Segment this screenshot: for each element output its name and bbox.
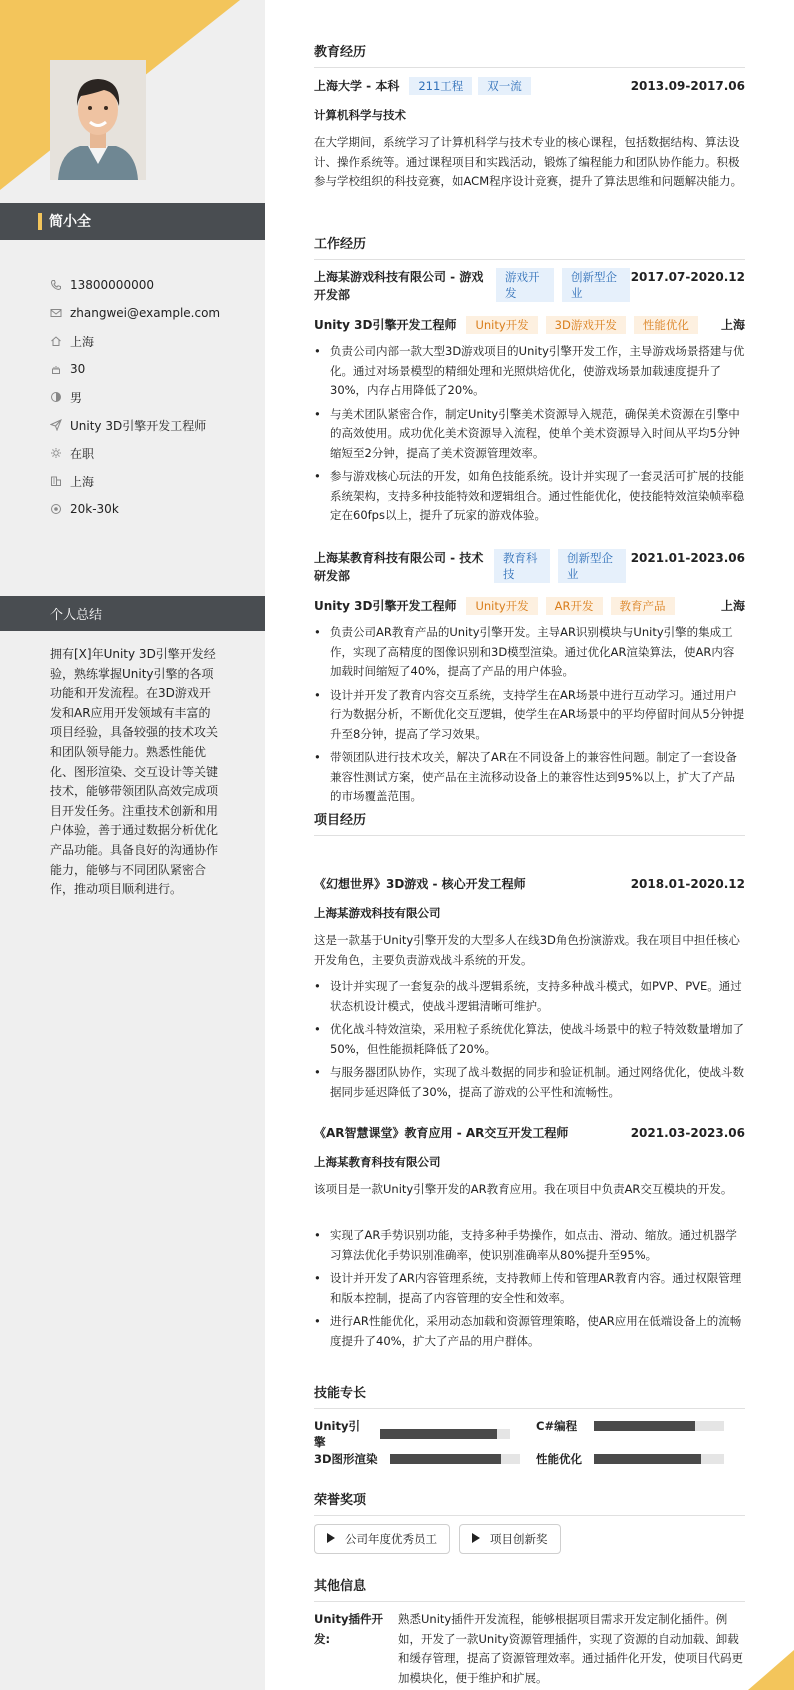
- send-icon: [50, 419, 62, 431]
- contact-position-text: Unity 3D引擎开发工程师: [70, 418, 207, 433]
- project-bullet: • 优化战斗特效渲染，采用粒子系统优化算法，使战斗场景中的粒子特效数量增加了50%，但性能损耗降低了20%。: [314, 1020, 745, 1059]
- job-header: [314, 549, 745, 585]
- skill-bar-fill: [594, 1454, 701, 1464]
- job-bullet: • 负责公司内部一款大型3D游戏项目的Unity引擎开发工作，主导游戏场景搭建与优化。通过对场景模型的精细处理和光照烘焙优化，使游戏场景加载速度提升了30%，内存占用降低了20%。: [314, 342, 745, 401]
- job-bullet: • 负责公司AR教育产品的Unity引擎开发。主导AR识别模块与Unity引擎的集成工作，实现了高精度的图像识别和3D模型渲染。通过优化AR渲染算法，使AR内容加载时间缩短了40%，提高了产品的用户体验。: [314, 623, 745, 682]
- job-tag: 教育科技: [494, 549, 550, 583]
- project-desc: 这是一款基于Unity引擎开发的大型多人在线3D角色扮演游戏。我在项目中担任核心开发角色，主要负责游戏战斗系统的开发。: [314, 933, 740, 967]
- award-chip: [459, 1524, 561, 1554]
- job-tag: 创新型企业: [562, 268, 630, 302]
- contact-age: [50, 355, 220, 383]
- contact-email-text: zhangwei@example.com: [70, 306, 221, 320]
- play-icon: [327, 1532, 335, 1546]
- job-bullets: [314, 342, 745, 530]
- contact-city: [50, 327, 220, 355]
- contact-position: [50, 411, 220, 439]
- skill-bar: [380, 1429, 510, 1439]
- mail-icon: [50, 307, 62, 319]
- job-position-row: [314, 597, 745, 615]
- job-location: 上海: [720, 599, 745, 613]
- job-location: 上海: [720, 318, 745, 332]
- corner-decoration-bottom: [748, 1650, 794, 1690]
- project-name: 《幻想世界》3D游戏 - 核心开发工程师: [314, 877, 526, 891]
- project-date: 2018.01-2020.12: [630, 877, 745, 891]
- job-bullets: [314, 623, 745, 811]
- job-position: Unity 3D引擎开发工程师: [314, 599, 457, 613]
- award-name: 项目创新奖: [490, 1532, 548, 1546]
- award-chip: [314, 1524, 450, 1554]
- contact-status: [50, 439, 220, 467]
- phone-icon: [50, 279, 62, 291]
- avatar: [50, 60, 146, 180]
- job-company: 上海某教育科技有限公司 - 技术研发部: [314, 551, 484, 583]
- education-school: 上海大学 - 本科: [314, 79, 400, 93]
- project-bullets: [314, 1226, 745, 1355]
- skill-name: 3D图形渲染: [314, 1452, 378, 1466]
- contact-email: [50, 299, 220, 327]
- other-text: 熟悉Unity插件开发流程，能够根据项目需求开发定制化插件。例如，开发了一款Unity资源管理插件，实现了资源的自动加载、卸载和缓存管理，提高了资源管理效率。通过插件化开发，使项目代码更加模块化，便于维护和扩展。: [398, 1612, 743, 1685]
- play-icon: [472, 1532, 480, 1546]
- skills-title: 技能专长: [314, 1382, 745, 1409]
- project-bullet: • 设计并实现了一套复杂的战斗逻辑系统，支持多种战斗模式，如PVP、PVE。通过状态机设计模式，使战斗逻辑清晰可维护。: [314, 977, 745, 1016]
- job-date: 2017.07-2020.12: [630, 270, 745, 284]
- skill-bar-fill: [380, 1429, 497, 1439]
- other-title: 其他信息: [314, 1575, 745, 1602]
- project-company: 上海某教育科技有限公司: [314, 1155, 441, 1169]
- job-tag: 创新型企业: [558, 549, 626, 583]
- age-icon: [50, 363, 62, 375]
- skill-name: C#编程: [536, 1419, 578, 1433]
- project-bullets: [314, 977, 745, 1106]
- contact-status-text: 在职: [70, 446, 95, 461]
- summary-text: 拥有[X]年Unity 3D引擎开发经验，熟练掌握Unity引擎的各项功能和开发流程。在3D游戏开发和AR应用开发领域有丰富的项目经验，具备较强的技术攻关和团队领导能力。熟悉性能优化、图形渲染、交互设计等关键技术，能够带领团队高效完成项目开发任务。注重技术创新和用户体验，善于通过数据分析优化产品功能。具备良好的沟通协作能力，能够与不同团队紧密合作，推动项目顺利进行。: [50, 647, 219, 897]
- project-header: [314, 1124, 745, 1142]
- contact-location: [50, 467, 220, 495]
- award-name: 公司年度优秀员工: [345, 1532, 437, 1546]
- projects-title: 项目经历: [314, 809, 745, 836]
- job-skill-tag: 教育产品: [611, 597, 675, 615]
- job-position: Unity 3D引擎开发工程师: [314, 318, 457, 332]
- education-tag: 211工程: [409, 77, 472, 95]
- sidebar: [0, 0, 265, 1690]
- skill-item: [536, 1451, 724, 1467]
- contact-age-text: 30: [70, 362, 86, 376]
- other-row: [314, 1610, 745, 1688]
- contact-phone: [50, 271, 220, 299]
- job-skill-tag: 性能优化: [634, 316, 698, 334]
- job-skill-tag: Unity开发: [466, 316, 537, 334]
- project-desc: 该项目是一款Unity引擎开发的AR教育应用。我在项目中负责AR交互模块的开发。: [314, 1182, 733, 1196]
- education-desc: 在大学期间，系统学习了计算机科学与技术专业的核心课程，包括数据结构、算法设计、操作系统等。通过课程项目和实践活动，锻炼了编程能力和团队协作能力。积极参与学校组织的科技竞赛，如ACM程序设计竞赛，提升了算法思维和问题解决能力。: [314, 135, 743, 188]
- job-date: 2021.01-2023.06: [630, 551, 745, 565]
- work-title: 工作经历: [314, 233, 745, 260]
- contact-list: [50, 271, 220, 523]
- job-skill-tag: AR开发: [546, 597, 603, 615]
- education-header: [314, 77, 745, 95]
- project-name: 《AR智慧课堂》教育应用 - AR交互开发工程师: [314, 1126, 569, 1140]
- salary-icon: [50, 503, 62, 515]
- job-header: [314, 268, 745, 304]
- contact-location-text: 上海: [70, 474, 95, 489]
- contact-city-text: 上海: [70, 334, 95, 349]
- building-icon: [50, 475, 62, 487]
- status-icon: [50, 447, 62, 459]
- skill-bar-fill: [594, 1421, 695, 1431]
- project-bullet: • 实现了AR手势识别功能，支持多种手势操作，如点击、滑动、缩放。通过机器学习算法优化手势识别准确率，使识别准确率从80%提升至95%。: [314, 1226, 745, 1265]
- skill-bar: [594, 1421, 724, 1431]
- education-title: 教育经历: [314, 41, 745, 68]
- job-position-row: [314, 316, 745, 334]
- skill-bar: [390, 1454, 520, 1464]
- contact-gender: [50, 383, 220, 411]
- summary-bar: [0, 596, 265, 631]
- skill-bar: [594, 1454, 724, 1464]
- skill-name: Unity引擎: [314, 1419, 360, 1449]
- other-label: Unity插件开发:: [314, 1612, 383, 1646]
- skill-item: [314, 1418, 510, 1450]
- job-bullet: • 设计并开发了教育内容交互系统，支持学生在AR场景中进行互动学习。通过用户行为数据分析，不断优化交互逻辑，使学生在AR场景中的平均停留时间从5分钟提升至8分钟，提高了学习效果。: [314, 686, 745, 745]
- job-bullet: • 带领团队进行技术攻关，解决了AR在不同设备上的兼容性问题。制定了一套设备兼容性测试方案，使产品在主流移动设备上的兼容性达到95%以上，扩大了产品的市场覆盖范围。: [314, 748, 745, 807]
- job-bullet: • 参与游戏核心玩法的开发，如角色技能系统。设计并实现了一套灵活可扩展的技能系统架构，支持多种技能特效和逻辑组合。通过性能优化，使技能特效渲染帧率稳定在60fps以上，提升了玩家的游戏体验。: [314, 467, 745, 526]
- project-bullet: • 与服务器团队协作，实现了战斗数据的同步和验证机制。通过网络优化，使战斗数据同步延迟降低了30%，提高了游戏的公平性和流畅性。: [314, 1063, 745, 1102]
- skill-bar-fill: [390, 1454, 501, 1464]
- job-company: 上海某游戏科技有限公司 - 游戏开发部: [314, 270, 484, 302]
- contact-gender-text: 男: [70, 390, 83, 405]
- education-tag: 双一流: [478, 77, 531, 95]
- project-date: 2021.03-2023.06: [630, 1126, 745, 1140]
- education-major: 计算机科学与技术: [314, 108, 406, 122]
- contact-phone-text: 13800000000: [70, 278, 154, 292]
- home-icon: [50, 335, 62, 347]
- job-skill-tag: Unity开发: [466, 597, 537, 615]
- project-company: 上海某游戏科技有限公司: [314, 906, 441, 920]
- education-date: 2013.09-2017.06: [630, 79, 745, 93]
- summary-title: 个人总结: [50, 608, 103, 623]
- project-header: [314, 875, 745, 893]
- skill-name: 性能优化: [536, 1452, 582, 1466]
- job-bullet: • 与美术团队紧密合作，制定Unity引擎美术资源导入规范，确保美术资源在引擎中的高效使用。成功优化美术资源导入流程，使单个美术资源导入时间从平均5分钟缩短至2分钟，提高了美术资源管理效率。: [314, 405, 745, 464]
- contact-salary: [50, 495, 220, 523]
- job-tag: 游戏开发: [496, 268, 554, 302]
- skill-item: [536, 1418, 724, 1434]
- awards-title: 荣誉奖项: [314, 1489, 745, 1516]
- profile-name: 简小全: [49, 214, 91, 230]
- job-skill-tag: 3D游戏开发: [546, 316, 626, 334]
- project-bullet: • 进行AR性能优化，采用动态加载和资源管理策略，使AR应用在低端设备上的流畅度提升了40%，扩大了产品的用户群体。: [314, 1312, 745, 1351]
- project-bullet: • 设计并开发了AR内容管理系统，支持教师上传和管理AR教育内容。通过权限管理和版本控制，提高了内容管理的安全性和效率。: [314, 1269, 745, 1308]
- skill-item: [314, 1451, 520, 1467]
- name-accent-bar: [38, 213, 42, 230]
- contact-salary-text: 20k-30k: [70, 502, 119, 516]
- gender-icon: [50, 391, 62, 403]
